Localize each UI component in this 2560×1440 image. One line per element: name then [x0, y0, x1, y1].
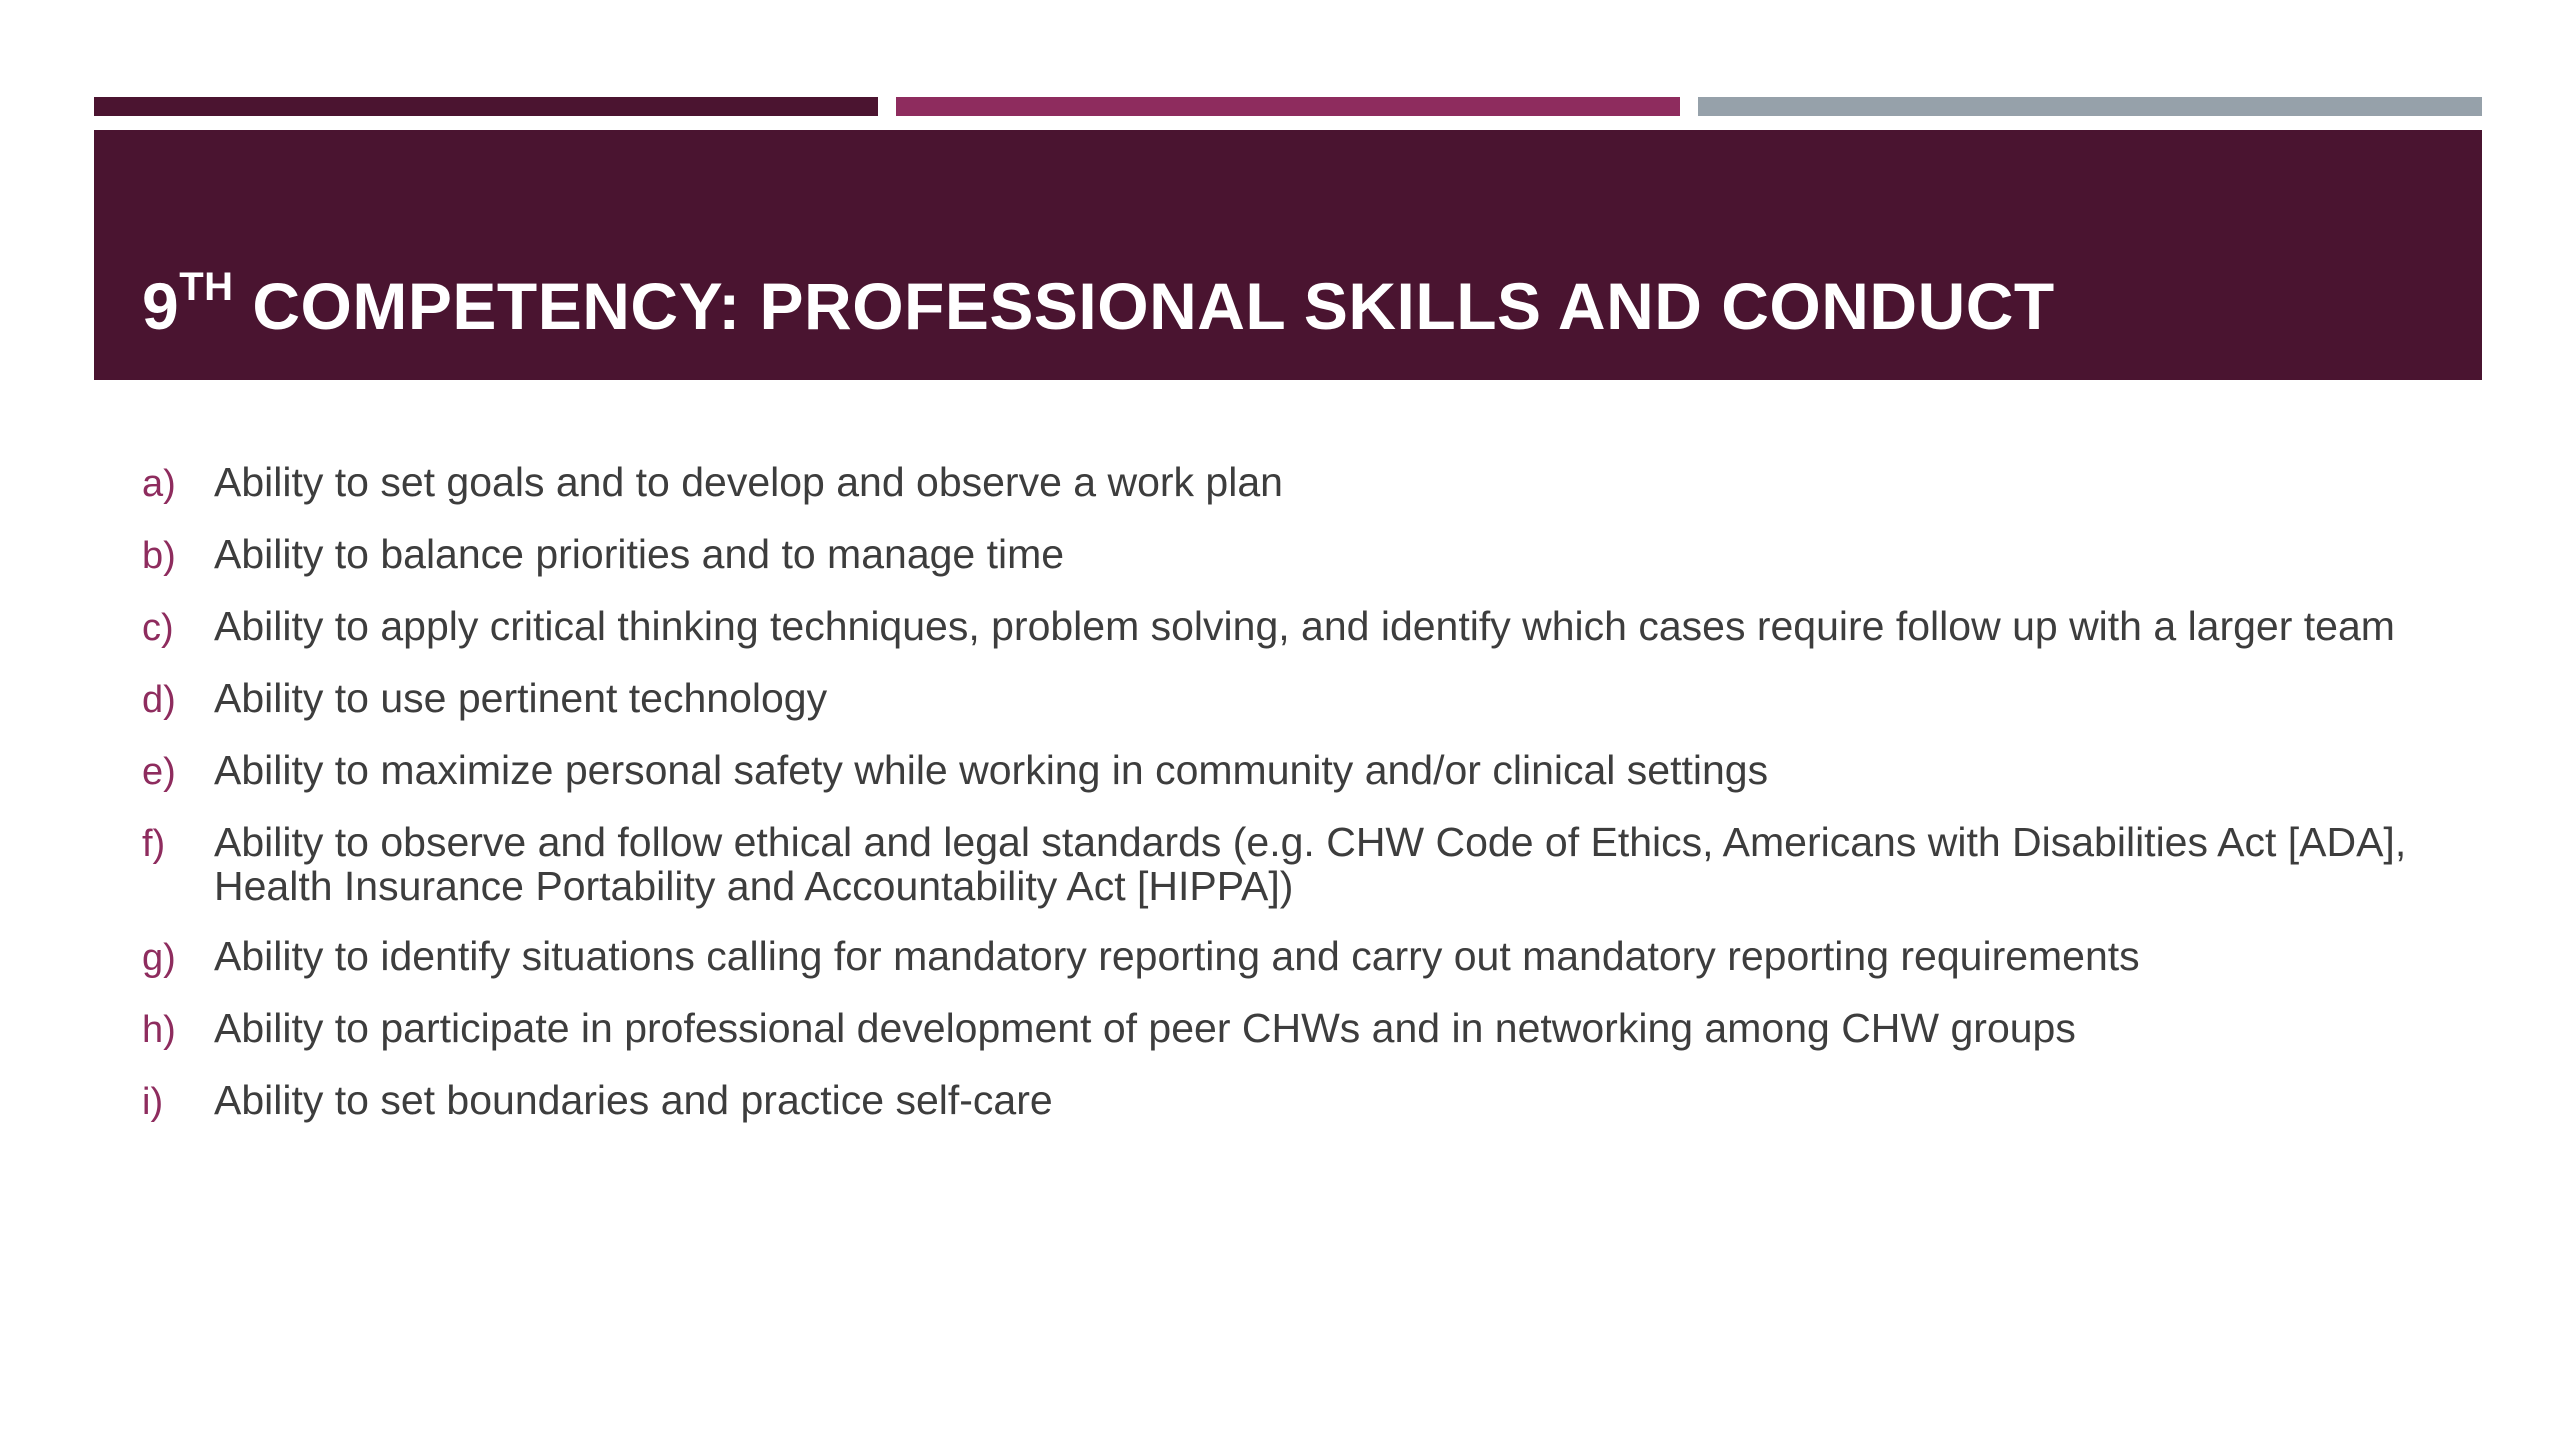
list-item [142, 1006, 2442, 1052]
list-item-text: Ability to balance priorities and to manage time [214, 531, 1065, 577]
list-item-text: Ability to participate in professional development of peer CHWs and in networking among CHW groups [214, 1005, 2076, 1051]
list-item-text: Ability to set goals and to develop and observe a work plan [214, 459, 1283, 505]
list-item-text: Ability to set boundaries and practice self-care [214, 1077, 1053, 1123]
list-marker: a) [142, 463, 176, 505]
competency-list [142, 460, 2442, 1150]
accent-bar-gray [1698, 97, 2482, 116]
list-item-text: Ability to apply critical thinking techniques, problem solving, and identify which cases require follow up with a larger team [214, 603, 2395, 649]
list-item [142, 676, 2442, 722]
list-item-text: Ability to identify situations calling for mandatory reporting and carry out mandatory reporting requirements [214, 933, 2140, 979]
list-item [142, 748, 2442, 794]
list-marker: d) [142, 679, 176, 721]
list-item [142, 934, 2442, 980]
list-item [142, 604, 2442, 650]
list-item [142, 460, 2442, 506]
list-item-text: Ability to use pertinent technology [214, 675, 828, 721]
accent-bar-magenta [896, 97, 1680, 116]
list-marker: b) [142, 535, 176, 577]
list-marker: i) [142, 1081, 164, 1123]
list-marker: f) [142, 823, 166, 865]
accent-bar-dark [94, 97, 878, 116]
title-number: 9 [142, 269, 180, 343]
list-item [142, 532, 2442, 578]
list-marker: e) [142, 751, 176, 793]
slide-title [142, 265, 2055, 343]
list-item-text: Ability to observe and follow ethical and legal standards (e.g. CHW Code of Ethics, Americans with Disabilities Act [ADA], Health Insurance Portability and Accountability Act [HIPPA]) [214, 819, 2407, 909]
title-text: COMPETENCY: PROFESSIONAL SKILLS AND CONDUCT [233, 269, 2055, 343]
list-item [142, 820, 2442, 908]
list-marker: c) [142, 607, 174, 649]
title-superscript: TH [179, 265, 234, 309]
list-item [142, 1078, 2442, 1124]
list-item-text: Ability to maximize personal safety while working in community and/or clinical settings [214, 747, 1769, 793]
list-marker: h) [142, 1009, 176, 1051]
list-marker: g) [142, 937, 176, 979]
title-band [94, 130, 2482, 380]
